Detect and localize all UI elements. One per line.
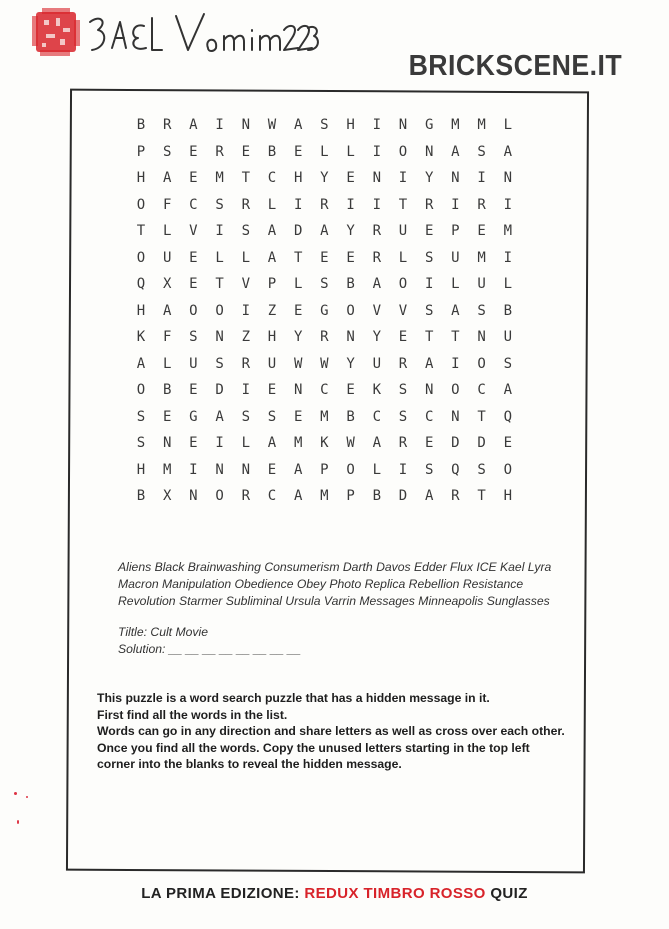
grid-letter: E xyxy=(398,329,408,345)
grid-letter: S xyxy=(477,302,486,319)
grid-letter: N xyxy=(215,461,224,478)
grid-letter: N xyxy=(398,117,408,133)
grid-letter: N xyxy=(477,329,486,345)
footer-part-edition: LA PRIMA EDIZIONE: xyxy=(141,885,305,902)
grid-letter: Y xyxy=(346,223,355,239)
grid-letter: S xyxy=(241,408,251,425)
grid-letter: I xyxy=(372,143,382,160)
ink-speck xyxy=(14,792,17,795)
grid-letter: N xyxy=(293,382,303,398)
grid-letter: V xyxy=(372,302,382,319)
grid-letter: D xyxy=(398,488,408,504)
grid-letter: E xyxy=(346,249,355,266)
grid-letter: R xyxy=(424,196,434,213)
grid-letter: A xyxy=(215,408,224,425)
grid-letter: U xyxy=(162,249,172,266)
grid-letter: B xyxy=(346,276,355,292)
grid-letter: M xyxy=(320,408,329,425)
grid-letter: E xyxy=(189,435,198,451)
grid-letter: Q xyxy=(451,461,460,478)
grid-letter: R xyxy=(241,488,251,504)
grid-letter: A xyxy=(451,302,460,319)
grid-letter: I xyxy=(424,276,434,292)
grid-letter: B xyxy=(267,143,277,160)
grid-letter: K xyxy=(320,435,329,451)
grid-letter: E xyxy=(424,223,434,239)
grid-letter: I xyxy=(346,196,355,213)
grid-letter: C xyxy=(320,382,329,398)
handwritten-signature xyxy=(86,8,321,58)
grid-letter: N xyxy=(451,408,460,425)
grid-letter: O xyxy=(215,488,224,504)
grid-letter: I xyxy=(241,382,251,398)
word-list-line: Macron Manipulation Obedience Obey Photo Replica Rebellion Resistance xyxy=(118,577,524,591)
grid-letter: S xyxy=(162,143,172,160)
grid-letter: A xyxy=(451,143,460,160)
grid-letter: S xyxy=(424,249,434,266)
grid-letter: T xyxy=(477,408,486,425)
grid-letter: T xyxy=(424,329,434,345)
grid-letter: B xyxy=(346,408,355,425)
grid-letter: E xyxy=(189,170,198,186)
grid-letter: X xyxy=(162,276,172,292)
grid-letter: O xyxy=(189,302,198,319)
grid-letter: I xyxy=(451,196,460,213)
grid-letter: H xyxy=(503,488,513,504)
grid-letter: P xyxy=(451,223,460,239)
grid-letter: A xyxy=(189,117,198,133)
grid-letter: L xyxy=(293,276,303,292)
grid-letter: R xyxy=(398,435,408,451)
grid-letter: T xyxy=(398,196,408,213)
grid-letter: I xyxy=(372,196,382,213)
footer-title xyxy=(0,885,669,902)
grid-letter: E xyxy=(320,249,329,266)
grid-letter: Y xyxy=(346,355,355,372)
grid-letter: E xyxy=(424,435,434,451)
grid-letter: G xyxy=(320,302,329,319)
grid-letter: D xyxy=(215,382,224,398)
instruction-line: This puzzle is a word search puzzle that has a hidden message in it. xyxy=(97,691,490,705)
grid-letter: A xyxy=(503,143,513,160)
grid-letter: K xyxy=(136,329,146,345)
grid-letter: K xyxy=(372,382,382,398)
grid-letter: L xyxy=(451,276,460,292)
grid-letter: L xyxy=(346,143,355,160)
grid-letter: V xyxy=(241,276,251,292)
grid-letter: E xyxy=(267,382,277,398)
grid-letter: Y xyxy=(320,170,329,186)
grid-letter: I xyxy=(398,461,408,478)
grid-letter: U xyxy=(477,276,486,292)
grid-letter: M xyxy=(477,249,486,266)
grid-letter: M xyxy=(477,117,486,133)
grid-letter: L xyxy=(398,249,408,266)
grid-letter: C xyxy=(477,382,486,398)
grid-letter: W xyxy=(320,355,329,372)
grid-letter: U xyxy=(451,249,460,266)
grid-letter: A xyxy=(503,382,513,398)
grid-letter: U xyxy=(189,355,198,372)
grid-letter: T xyxy=(451,329,460,345)
grid-letter: O xyxy=(215,302,224,319)
grid-letter: O xyxy=(398,276,408,292)
grid-letter: N xyxy=(346,329,355,345)
grid-letter: I xyxy=(215,223,224,239)
grid-letter: O xyxy=(346,302,355,319)
grid-letter: B xyxy=(136,488,146,504)
grid-letter: Y xyxy=(293,329,303,345)
brand-logo: BRICKSCENE.IT xyxy=(408,50,622,82)
instruction-line: Words can go in any direction and share letters as well as cross over each other. xyxy=(97,724,565,738)
grid-letter: O xyxy=(503,461,513,478)
grid-letter: L xyxy=(372,461,382,478)
grid-letter: R xyxy=(320,196,329,213)
grid-letter: A xyxy=(424,488,434,504)
grid-letter: T xyxy=(136,223,146,239)
grid-letter: A xyxy=(162,170,172,186)
grid-letter: S xyxy=(398,408,408,425)
grid-letter: O xyxy=(451,382,460,398)
grid-letter: E xyxy=(189,382,198,398)
instructions xyxy=(97,690,567,773)
grid-letter: A xyxy=(293,461,303,478)
red-ink-stamp-icon xyxy=(30,6,82,58)
grid-letter: F xyxy=(162,196,172,213)
grid-letter: R xyxy=(241,196,251,213)
grid-letter: O xyxy=(346,461,355,478)
grid-letter: S xyxy=(398,382,408,398)
grid-letter: S xyxy=(189,329,198,345)
grid-letter: P xyxy=(136,143,146,160)
grid-letter: H xyxy=(293,170,303,186)
grid-letter: V xyxy=(398,302,408,319)
grid-letter: I xyxy=(215,435,224,451)
grid-letter: Q xyxy=(503,408,513,425)
grid-letter: N xyxy=(503,170,513,186)
grid-letter: Z xyxy=(267,302,277,319)
grid-letter: Q xyxy=(136,276,146,292)
puzzle-title-line: Tiltle: Cult Movie xyxy=(118,625,208,639)
grid-letter: L xyxy=(215,249,224,266)
grid-letter: A xyxy=(293,488,303,504)
footer-part-redux: REDUX TIMBRO ROSSO xyxy=(304,885,486,902)
grid-letter: U xyxy=(372,355,382,372)
grid-letter: W xyxy=(267,117,277,133)
grid-letter: H xyxy=(136,170,146,186)
grid-letter: C xyxy=(267,170,277,186)
grid-letter: M xyxy=(215,170,224,186)
grid-letter: T xyxy=(293,249,303,266)
grid-letter: P xyxy=(320,461,329,478)
grid-letter: O xyxy=(136,249,146,266)
grid-letter: T xyxy=(477,488,486,504)
grid-letter: P xyxy=(267,276,277,292)
grid-letter: A xyxy=(424,355,434,372)
grid-letter: L xyxy=(162,355,172,372)
grid-letter: S xyxy=(241,223,251,239)
solution-line: Solution: __ __ __ __ __ __ __ __ xyxy=(118,642,301,656)
grid-letter: I xyxy=(215,117,224,133)
grid-letter: R xyxy=(162,117,172,133)
grid-letter: R xyxy=(241,355,251,372)
grid-letter: X xyxy=(162,488,172,504)
grid-letter: E xyxy=(189,249,198,266)
grid-letter: A xyxy=(320,223,329,239)
grid-letter: S xyxy=(424,302,434,319)
grid-letter: N xyxy=(424,143,434,160)
grid-letter: E xyxy=(293,408,303,425)
grid-letter: O xyxy=(136,382,146,398)
ink-speck xyxy=(26,796,28,798)
grid-letter: N xyxy=(372,170,382,186)
grid-letter: R xyxy=(372,249,382,266)
grid-letter: R xyxy=(215,143,224,160)
grid-letter: L xyxy=(267,196,277,213)
grid-letter: G xyxy=(189,408,198,425)
grid-letter: C xyxy=(424,408,434,425)
grid-letter: H xyxy=(136,461,146,478)
grid-letter: L xyxy=(320,143,329,160)
grid-letter: S xyxy=(424,461,434,478)
grid-letter: C xyxy=(189,196,198,213)
footer-part-quiz: QUIZ xyxy=(485,885,528,902)
grid-letter: A xyxy=(372,435,382,451)
grid-letter: D xyxy=(451,435,460,451)
grid-letter: Y xyxy=(424,170,434,186)
grid-letter: N xyxy=(162,435,172,451)
grid-letter: B xyxy=(162,382,172,398)
grid-letter: B xyxy=(503,302,513,319)
grid-letter: L xyxy=(503,276,513,292)
grid-letter: S xyxy=(267,408,277,425)
grid-letter: N xyxy=(215,329,224,345)
grid-letter: S xyxy=(215,355,224,372)
grid-letter: I xyxy=(189,461,198,478)
grid-letter: Y xyxy=(372,329,382,345)
grid-letter: S xyxy=(136,408,146,425)
grid-letter: R xyxy=(398,355,408,372)
grid-letter: W xyxy=(293,355,303,372)
grid-letter: G xyxy=(424,117,434,133)
grid-letter: L xyxy=(162,223,172,239)
grid-letter: L xyxy=(503,117,513,133)
grid-letter: S xyxy=(477,461,486,478)
grid-letter: N xyxy=(424,382,434,398)
grid-letter: I xyxy=(372,117,382,133)
grid-letter: I xyxy=(398,170,408,186)
grid-letter: U xyxy=(267,355,277,372)
grid-letter: U xyxy=(503,329,513,345)
instruction-line: First find all the words in the list. xyxy=(97,707,288,722)
grid-letter: V xyxy=(189,223,198,239)
grid-letter: M xyxy=(503,223,513,239)
grid-letter: E xyxy=(241,143,251,160)
ink-speck xyxy=(17,820,19,824)
grid-letter: N xyxy=(451,170,460,186)
grid-letter: R xyxy=(477,196,486,213)
grid-letter: N xyxy=(189,488,198,504)
grid-letter: L xyxy=(241,249,251,266)
grid-letter: O xyxy=(477,355,486,372)
grid-letter: M xyxy=(162,461,172,478)
grid-letter: A xyxy=(136,355,146,372)
grid-letter: I xyxy=(503,249,513,266)
grid-letter: R xyxy=(372,223,382,239)
grid-letter: A xyxy=(267,223,277,239)
grid-letter: R xyxy=(320,329,329,345)
grid-letter: E xyxy=(346,382,355,398)
grid-letter: O xyxy=(136,196,146,213)
word-list-line: Revolution Starmer Subliminal Ursula Varrin Messages Minneapolis Sunglasses xyxy=(118,594,550,608)
grid-letter: S xyxy=(136,435,146,451)
grid-letter: E xyxy=(503,435,513,451)
grid-letter: D xyxy=(293,223,303,239)
grid-letter: E xyxy=(162,408,172,425)
grid-letter: R xyxy=(451,488,460,504)
grid-letter: B xyxy=(372,488,382,504)
grid-letter: S xyxy=(477,143,486,160)
grid-letter: S xyxy=(320,276,329,292)
word-list-line: Aliens Black Brainwashing Consumerism Darth Davos Edder Flux ICE Kael Lyra xyxy=(118,560,552,574)
grid-letter: A xyxy=(267,249,277,266)
grid-letter: E xyxy=(346,170,355,186)
grid-letter: H xyxy=(136,302,146,319)
grid-letter: M xyxy=(451,117,460,133)
grid-letter: E xyxy=(189,276,198,292)
grid-letter: O xyxy=(398,143,408,160)
grid-letter: F xyxy=(162,329,172,345)
grid-letter: I xyxy=(477,170,486,186)
grid-letter: A xyxy=(267,435,277,451)
grid-letter: E xyxy=(267,461,277,478)
grid-letter: E xyxy=(189,143,198,160)
grid-letter: E xyxy=(293,143,303,160)
word-search-grid xyxy=(128,112,528,517)
grid-letter: I xyxy=(241,302,251,319)
grid-letter: T xyxy=(241,170,251,186)
grid-letter: P xyxy=(346,488,355,504)
grid-letter: E xyxy=(293,302,303,319)
grid-letter: S xyxy=(215,196,224,213)
grid-letter: W xyxy=(346,435,355,451)
grid-letter: H xyxy=(267,329,277,345)
instruction-line: Once you find all the words. Copy the unused letters starting in the top left corner into the blanks to reveal the hidden message. xyxy=(97,740,530,771)
grid-letter: M xyxy=(320,488,329,504)
grid-letter: S xyxy=(320,117,329,133)
word-list xyxy=(118,559,558,610)
grid-letter: N xyxy=(241,117,251,133)
grid-letter: C xyxy=(372,408,382,425)
grid-letter: B xyxy=(136,117,146,133)
grid-letter: T xyxy=(215,276,224,292)
grid-letter: U xyxy=(398,223,408,239)
grid-letter: Z xyxy=(241,329,251,345)
grid-letter: A xyxy=(162,302,172,319)
grid-letter: M xyxy=(293,435,303,451)
grid-letter: I xyxy=(293,196,303,213)
grid-letter: N xyxy=(241,461,251,478)
grid-letter: I xyxy=(451,355,460,372)
grid-letter: A xyxy=(372,276,382,292)
grid-letter: H xyxy=(346,117,355,133)
grid-letter: S xyxy=(503,355,513,372)
grid-letter: L xyxy=(241,435,251,451)
grid-letter: I xyxy=(503,196,513,213)
grid-letter: E xyxy=(477,223,486,239)
grid-letter: A xyxy=(293,117,303,133)
grid-letter: D xyxy=(477,435,486,451)
grid-letter: C xyxy=(267,488,277,504)
